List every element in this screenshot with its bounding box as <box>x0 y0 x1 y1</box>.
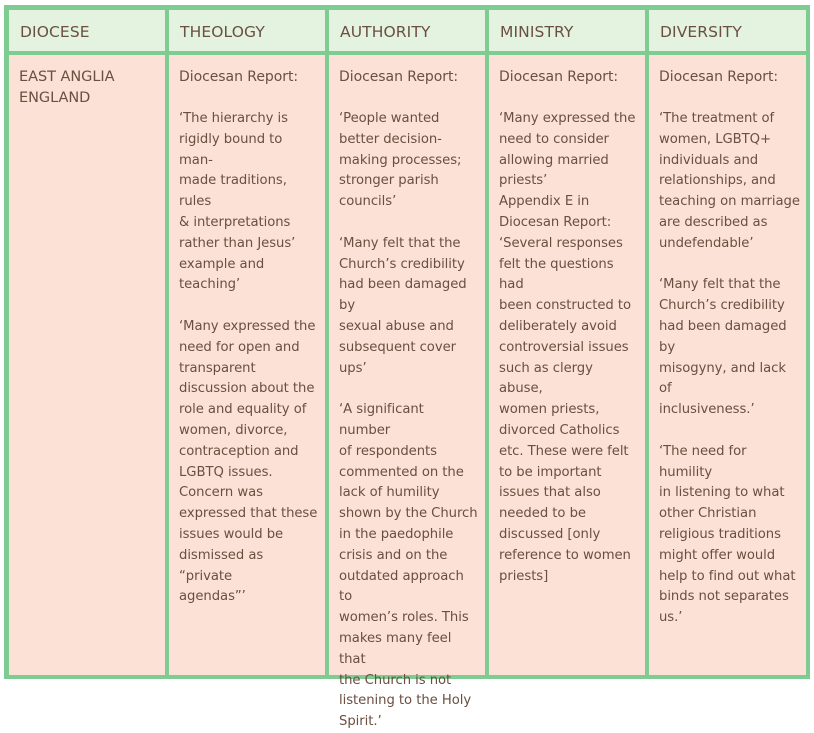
report-label-theology: Diocesan Report: <box>179 69 299 85</box>
header-diocese: DIOCESE <box>9 10 165 51</box>
ministry-text: ‘Many expressed the need to consider allowing married priests’ Appendix E in Diocesan Report: ‘Several responses felt the questions had been constructed to deliberately avoid controversial issues such as clergy abuse, women priests, divorced Catholics etc. These were felt to be important issues that also needed to be discussed [only reference to women priests] <box>499 111 636 584</box>
cell-ministry <box>489 55 645 675</box>
cell-diversity <box>649 55 806 675</box>
diversity-text: ‘The treatment of women, LGBTQ+ individuals and relationships, and teaching on marriage are described as undefendable’ ‘Many felt that the Church’s credibility had been damaged by misogyny, and lack of inclusiveness.’ ‘The need for humility in listening to what other Christian religious traditions might offer would help to find out what binds not separates us.’ <box>659 111 800 626</box>
header-theology: THEOLOGY <box>169 10 325 51</box>
diocese-table <box>4 5 810 730</box>
cell-theology <box>169 55 325 675</box>
report-label-ministry: Diocesan Report: <box>499 69 619 85</box>
header-diversity: DIVERSITY <box>649 10 806 51</box>
header-ministry: MINISTRY <box>489 10 645 51</box>
authority-text: ‘People wanted better decision- making processes; stronger parish councils’ ‘Many felt that the Church’s credibility had been damaged by sexual abuse and subsequent cover ups’ ‘A significant number of respondents commented on the lack of humility shown by the Church in the paedophile crisis and on the outdated approach to women’s roles. This makes many feel that the Church is not listening to the Holy Spirit.’ <box>339 111 478 730</box>
header-authority: AUTHORITY <box>329 10 485 51</box>
cell-authority <box>329 55 485 730</box>
report-label-diversity: Diocesan Report: <box>659 69 779 85</box>
report-label-authority: Diocesan Report: <box>339 69 459 85</box>
cell-diocese: EAST ANGLIA ENGLAND <box>9 55 165 675</box>
theology-text: ‘The hierarchy is rigidly bound to man- made traditions, rules & interpretations rather than Jesus’ example and teaching’ ‘Many expressed the need for open and transparent discussion about the role and equality of women, divorce, contraception and LGBTQ issues. Concern was expressed that these issues would be dismissed as “private agendas”’ <box>179 111 318 605</box>
